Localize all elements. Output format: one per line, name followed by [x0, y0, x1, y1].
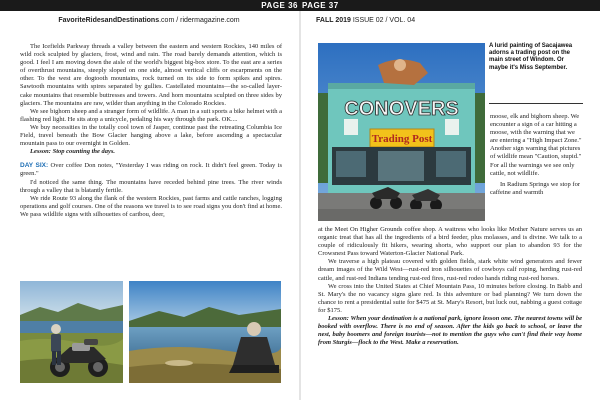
paragraph: In Radium Springs we stop for caffeine and warmth [490, 180, 580, 196]
paragraph: at the Meet On Higher Grounds coffee shop. A waitress who looks like Mother Nature serves us an organic treat that has all the ingredients of a bird feeder, plus molasses, and is divine. We talk to a couple of ridiculously fit hikers, wearing shorts, who support our plan to abandon 93 for the Crowsnest Pass toward Waterton-Glacier National Park. [318, 226, 582, 258]
sign-conovers: CONOVERS [344, 98, 459, 120]
lesson-text: Stop counting the days. [50, 148, 116, 156]
paragraph: We buy necessities in the totally cool town of Jasper, continue past the retreating Columbia Ice Field, travel beneath the Bow Glacier hanging above a lake, before ascending a spectacular mountain pass to our overnight in Golden. [20, 123, 282, 148]
photo-man-by-river-image [129, 281, 281, 383]
paragraph: We ride Route 93 along the flank of the western Rockies, past farms and cattle ranches, logging operations and golf courses. One of the reasons we travel is to see road signs you don't find at home. We pass wildlife signs with silhouettes of caribou, deer, [20, 194, 282, 218]
photo-caption: A lurid painting of Sacajawea adorns a trading post on the main street of Windom. Or maybe it's Miss September. [489, 43, 573, 71]
sign-trading-post: Trading Post [371, 133, 433, 145]
paragraph: I'd noticed the same thing. The mountains have receded behind pine trees. The river winds through a valley that is blatantly fertile. [20, 178, 282, 194]
right-column-text [318, 226, 582, 347]
lesson-label: Lesson: [328, 315, 349, 323]
paragraph: moose, elk and bighorn sheep. We encounter a sign of a car hitting a moose, with the warning that we are entering a "High Impact Zone." Another sign warning that pictures of wildlife mean "Caution, stupid." For all the warnings we see only cattle, not wildlife. [490, 113, 582, 177]
photo-rider-with-motorcycle [20, 281, 123, 383]
paragraph: We see bighorn sheep and a stranger form of wildlife. A man in a suit sports a bike helmet with a flashing red light. He sits atop a unicycle, pedaling his way through the park. OK.... [20, 107, 282, 123]
lesson-label: Lesson: [30, 148, 51, 156]
left-column-text [20, 43, 282, 219]
photo-trading-post-image [318, 43, 485, 221]
photo-trading-post [318, 43, 485, 221]
paragraph: We traverse a high plateau covered with golden fields, stark white wind generators and fewer dream images of the Wild West—rust-red iron silhouettes of cowboys calf roping, herding rust-red cattle, and rust-red Indians tending rust-red fires, rust-red rodeo hands riding rust-red horses. [318, 258, 582, 282]
day-text: Over coffee Don notes, "Yesterday I was riding on rock. It didn't feel green. Today is green." [20, 162, 282, 178]
site-name: FavoriteRidesandDestinations [58, 17, 160, 24]
running-header-right [316, 15, 586, 27]
page-gutter [299, 11, 301, 400]
day-heading: DAY SIX: [20, 162, 49, 170]
paragraph: We cross into the United States at Chief Mountain Pass, 10 minutes before closing. In Babb and St. Mary's the no vacancy signs glare red. Is this adventure or bad planning? We turn down the chance to rent a presidential suite for $475 at St. Mary's Resort, but luck out, nabbing a guest cottage for $175. [318, 282, 582, 314]
lesson-text: When your destination is a national park, ignore lesson one. The nearest towns will be booked with overflow. There is no end of season. After the kids go back to school, or leave the nest, baby boomers and foreign tourists—not to mention the guys who can't find their way home from Sturgis—flock to the West. Make a reservation. [318, 315, 582, 347]
lesson-line [20, 148, 282, 156]
caption-divider [489, 103, 583, 104]
top-bar [0, 0, 600, 11]
photo-rider-with-motorcycle-image [20, 281, 123, 383]
lesson-line [318, 315, 582, 347]
issue-volume: ISSUE 02 / VOL. 04 [350, 17, 416, 24]
running-header-left [0, 15, 298, 27]
side-column-text [490, 113, 582, 197]
day-paragraph [20, 162, 282, 178]
page-number-right: PAGE 37 [302, 1, 339, 10]
site-domain: .com / ridermagazine.com [159, 17, 240, 24]
issue-season: FALL 2019 [316, 17, 351, 24]
page-number-left: PAGE 36 [261, 1, 298, 10]
photo-man-by-river [129, 281, 281, 383]
paragraph: The Icefields Parkway threads a valley between the eastern and western Rockies, 140 miles of wild rock sculpted by glaciers, frost, wind and rain. The road barely demands attention, which is good. I feel I am moving down the aisle of the world's biggest big-box store. To the east are a series of overthrust mountains, steeply sloped on one side, almost vertical cliffs or escarpments on the other. To the west are dogtooth mountains, rock turned on its side to form spikes and spires. Sawtooth mountains with spires separated by gullies. Castellated mountains—the so-called layer-cake mountains that resemble buttresses and towers. And horn mountains sculpted on three sides by glaciers. The mountains are raw, wilder than anything in the Colorado Rockies. [20, 43, 282, 107]
